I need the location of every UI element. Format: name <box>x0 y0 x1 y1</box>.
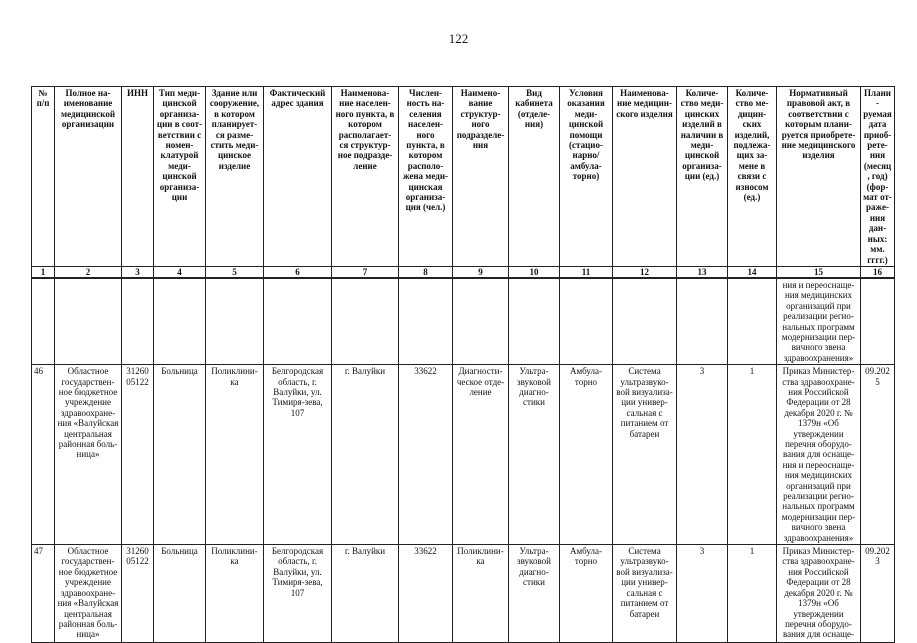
table-cell <box>453 278 509 365</box>
column-number: 4 <box>154 266 206 278</box>
column-number: 9 <box>453 266 509 278</box>
org-name: Областное государствен- ное бюджетное учреждение здравоохране- ния «Валуйская центральная районная боль- ница» <box>55 545 122 643</box>
column-number: 7 <box>332 266 399 278</box>
header-cell: Полное на- именование медицинской организации <box>55 87 122 267</box>
header-cell: Наимено- вание структур- ного подразделе- ния <box>453 87 509 267</box>
legal-act: Приказ Министер- ства здравоохране- ния Российской Федерации от 28 декабря 2020 г. № 1379н «Об утверждении перечня оборудо- вания для оснаще- ния и переоснаще- ния медицинских организаций при реализации регио- нальных программ модернизации пер- вичного звена здравоохранения» <box>777 365 861 545</box>
structural-unit: Диагности- ческое отде- ление <box>453 365 509 545</box>
table-cell <box>613 278 677 365</box>
qty-replace: 1 <box>728 365 777 545</box>
column-number: 10 <box>509 266 560 278</box>
page-number: 122 <box>448 31 469 46</box>
care-conditions: Амбула- торно <box>560 365 613 545</box>
header-cell: Вид кабинета (отделе- ния) <box>509 87 560 267</box>
header-cell: Плани- руемая дата приоб- рете- ния (месяц, год) (фор- мат от- раже- ния дан- ных: мм. гггг.) <box>861 87 895 267</box>
column-number: 2 <box>55 266 122 278</box>
org-type: Больница <box>154 545 206 643</box>
purchase-date: 09.2023 <box>861 545 895 643</box>
inn: 31260 05122 <box>122 365 154 545</box>
population: 33622 <box>399 365 453 545</box>
header-cell: Условия оказания меди- цинской помощи (стацио- нарно/ амбула- торно) <box>560 87 613 267</box>
purchase-date: 09.2025 <box>861 365 895 545</box>
header-row <box>32 87 895 267</box>
header-cell: Количе- ство ме- дицин- ских изделий, подлежа- щих за- мене в связи с износом (ед.) <box>728 87 777 267</box>
table-cell <box>206 278 264 365</box>
header-cell: Здание или сооружение, в котором планирует- ся разме- стить меди- цинское изделие <box>206 87 264 267</box>
population: 33622 <box>399 545 453 643</box>
header-cell: Наименова- ние населен- ного пункта, в котором располагает- ся структур- ное подразде- ление <box>332 87 399 267</box>
table-cell <box>154 278 206 365</box>
table-cell <box>332 278 399 365</box>
column-number: 3 <box>122 266 154 278</box>
table-cell <box>509 278 560 365</box>
table-cell <box>677 278 728 365</box>
address: Белгородская область, г. Валуйки, ул. Тимиря-зева, 107 <box>264 545 332 643</box>
table-cell <box>32 278 55 365</box>
locality: г. Валуйки <box>332 365 399 545</box>
column-number: 6 <box>264 266 332 278</box>
table-cell <box>122 278 154 365</box>
column-number-row <box>32 266 895 278</box>
table-row <box>32 545 895 643</box>
table-cell <box>399 278 453 365</box>
device-name: Система ультразвуко- вой визуализа- ции универ- сальная с питанием от батареи <box>613 365 677 545</box>
qty-replace: 1 <box>728 545 777 643</box>
table-cell <box>861 278 895 365</box>
device-name: Система ультразвуко- вой визуализа- ции универ- сальная с питанием от батареи <box>613 545 677 643</box>
table-cell <box>55 278 122 365</box>
column-number: 1 <box>32 266 55 278</box>
inn: 31260 05122 <box>122 545 154 643</box>
row-number: 46 <box>32 365 55 545</box>
cabinet-type: Ультра- звуковой диагно- стики <box>509 545 560 643</box>
act-continuation: ния и переоснаще- ния медицинских организаций при реализации регио- нальных программ модернизации пер- вичного звена здравоохранения» <box>777 278 861 365</box>
building: Поликлини- ка <box>206 545 264 643</box>
column-number: 13 <box>677 266 728 278</box>
continuation-row <box>32 278 895 365</box>
header-cell: Количе- ство меди- цинских изделий в наличии в меди- цинской организа- ции (ед.) <box>677 87 728 267</box>
header-cell: Фактический адрес здания <box>264 87 332 267</box>
care-conditions: Амбула- торно <box>560 545 613 643</box>
table-cell <box>728 278 777 365</box>
address: Белгородская область, г. Валуйки, ул. Тимиря-зева, 107 <box>264 365 332 545</box>
org-type: Больница <box>154 365 206 545</box>
table-row <box>32 365 895 545</box>
header-cell: № п/п <box>32 87 55 267</box>
row-number: 47 <box>32 545 55 643</box>
header-cell: Наименова- ние медицин- ского изделия <box>613 87 677 267</box>
qty-available: 3 <box>677 545 728 643</box>
column-number: 16 <box>861 266 895 278</box>
legal-act: Приказ Министер- ства здравоохране- ния Российской Федерации от 28 декабря 2020 г. № 1379н «Об утверждении перечня оборудо- вания для оснаще- <box>777 545 861 643</box>
header-cell: Числен- ность на- селения населен- ного пункта, в котором располо- жена меди- цинская организа- ция (чел.) <box>399 87 453 267</box>
column-number: 12 <box>613 266 677 278</box>
column-number: 14 <box>728 266 777 278</box>
structural-unit: Поликлини- ка <box>453 545 509 643</box>
table-cell <box>560 278 613 365</box>
header-cell: ИНН <box>122 87 154 267</box>
qty-available: 3 <box>677 365 728 545</box>
equipment-table <box>31 86 895 643</box>
column-number: 5 <box>206 266 264 278</box>
column-number: 15 <box>777 266 861 278</box>
column-number: 8 <box>399 266 453 278</box>
header-cell: Нормативный правовой акт, в соответствии с которым плани- руется приобрете- ние медицинского изделия <box>777 87 861 267</box>
header-cell: Тип меди- цинской организа- ции в соот- ветствии с номен- клатурой меди- цинской организа- ции <box>154 87 206 267</box>
building: Поликлини- ка <box>206 365 264 545</box>
org-name: Областное государствен- ное бюджетное учреждение здравоохране- ния «Валуйская центральная районная боль- ница» <box>55 365 122 545</box>
column-number: 11 <box>560 266 613 278</box>
cabinet-type: Ультра- звуковой диагно- стики <box>509 365 560 545</box>
locality: г. Валуйки <box>332 545 399 643</box>
table-cell <box>264 278 332 365</box>
